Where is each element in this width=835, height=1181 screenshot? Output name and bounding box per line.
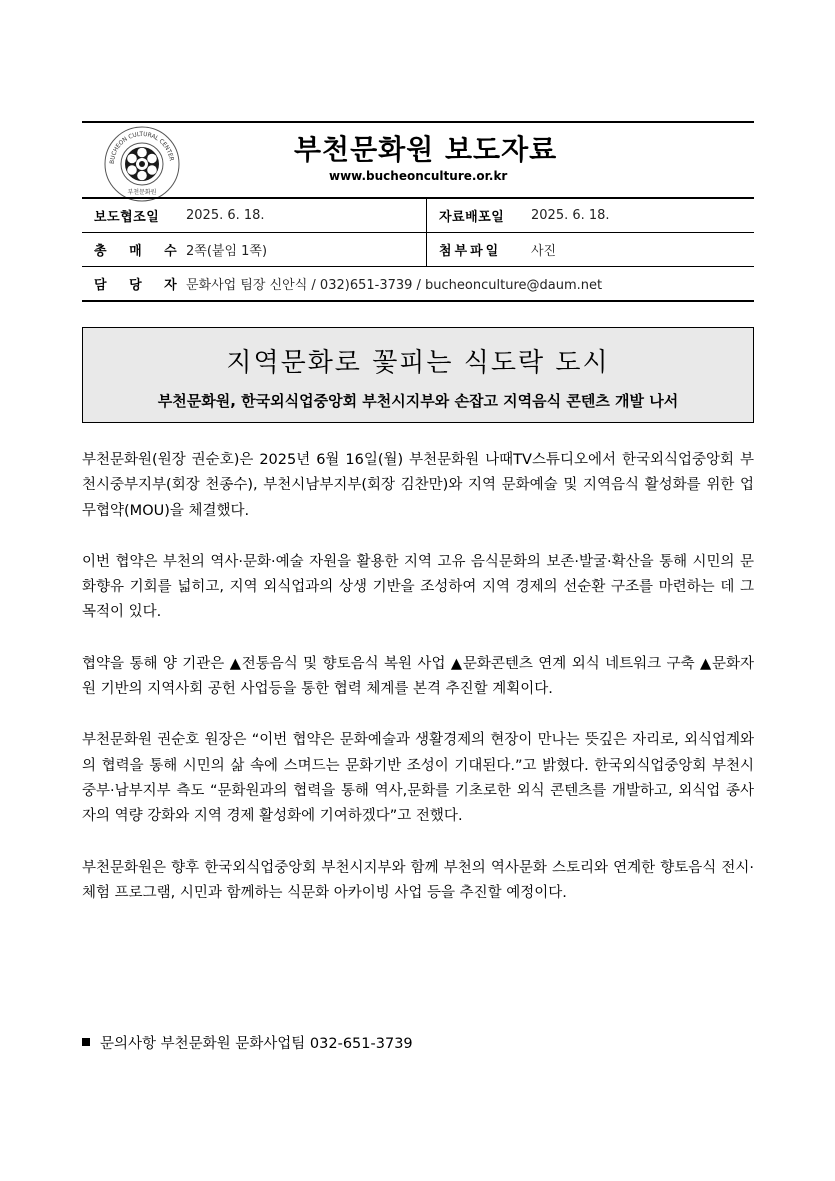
headline-subtitle: 부천문화원, 한국외식업중앙회 부천시지부와 손잡고 지역음식 콘텐츠 개발 나서 xyxy=(157,392,679,410)
logo-text-ko: 부천문화원 xyxy=(127,189,157,196)
square-bullet-icon xyxy=(82,1038,90,1046)
paragraph: 협약을 통해 양 기관은 ▲전통음식 및 향토음식 복원 사업 ▲문화콘텐츠 연계 외식 네트워크 구축 ▲문화자원 기반의 지역사회 공헌 사업등을 통한 협력 체계를 본격 추진할 계획이다. xyxy=(82,655,754,698)
logo-text: BUCHEON CULTURAL CENTER xyxy=(108,130,175,165)
attachment-label: 첨부파일 xyxy=(427,233,532,267)
headline-box xyxy=(82,327,754,423)
headline-title: 지역문화로 꽃피는 식도락 도시 xyxy=(226,348,610,378)
release-date-value: 2025. 6. 18. xyxy=(186,208,265,223)
info-row-contact xyxy=(82,267,754,302)
cultural-center-logo xyxy=(102,124,182,204)
paragraph: 부천문화원은 향후 한국외식업중앙회 부천시지부와 함께 부천의 역사문화 스토리와 연계한 향토음식 전시·체험 프로그램, 시민과 함께하는 식문화 아카이빙 사업 등을 추진할 예정이다. xyxy=(82,859,754,901)
top-rule xyxy=(82,121,754,123)
distribution-date-value: 2025. 6. 18. xyxy=(531,208,610,223)
info-table xyxy=(82,197,754,302)
inquiry-line xyxy=(82,1032,413,1053)
contact-value: 문화사업 팀장 신안식 / 032)651-3739 / bucheonculture@daum.net xyxy=(186,278,603,293)
website-url: www.bucheonculture.or.kr xyxy=(329,169,508,183)
paragraph: 이번 협약은 부천의 역사·문화·예술 자원을 활용한 지역 고유 음식문화의 보존·발굴·확산을 통해 시민의 문화향유 기회를 넓히고, 지역 외식업과의 상생 기반을 조성하여 지역 경제의 선순환 구조를 마련하는 데 그 목적이 있다. xyxy=(82,553,754,621)
distribution-date-label: 자료배포일 xyxy=(427,198,532,233)
info-row-pages xyxy=(82,233,754,267)
contact-label: 담 당 자 xyxy=(94,278,186,293)
paragraph: 부천문화원 권순호 원장은 “이번 협약은 문화예술과 생활경제의 현장이 만나는 뜻깊은 자리로, 외식업계와의 협력을 통해 시민의 삶 속에 스며드는 문화기반 조성이 기대된다.”고 밝혔다. 한국외식업중앙회 부천시 중부·남부지부 측도 “문화원과의 협력을 통해 역사,문화를 기초로한 외식 콘텐츠를 개발하고, 외식업 종사자의 역량 강화와 지역 경제 활성화에 기여하겠다”고 전했다. xyxy=(82,732,754,825)
info-row-dates xyxy=(82,198,754,233)
paragraph: 부천문화원(원장 권순호)은 2025년 6월 16일(월) 부천문화원 나때TV스튜디오에서 한국외식업중앙회 부천시중부지부(회장 천종수), 부천시남부지부(회장 김찬만)와 지역 문화예술 및 지역음식 활성화를 위한 업무협약(MOU)을 체결했다. xyxy=(82,452,754,519)
pages-label: 총 매 수 xyxy=(94,244,186,259)
release-date-label: 보도협조일 xyxy=(94,210,160,225)
document-title: 부천문화원 보도자료 xyxy=(294,133,558,166)
pages-value: 2쪽(붙임 1쪽) xyxy=(186,244,268,259)
attachment-value: 사진 xyxy=(531,244,557,259)
article-body xyxy=(82,448,754,932)
inquiry-text: 문의사항 부천문화원 문화사업팀 032-651-3739 xyxy=(100,1036,413,1052)
